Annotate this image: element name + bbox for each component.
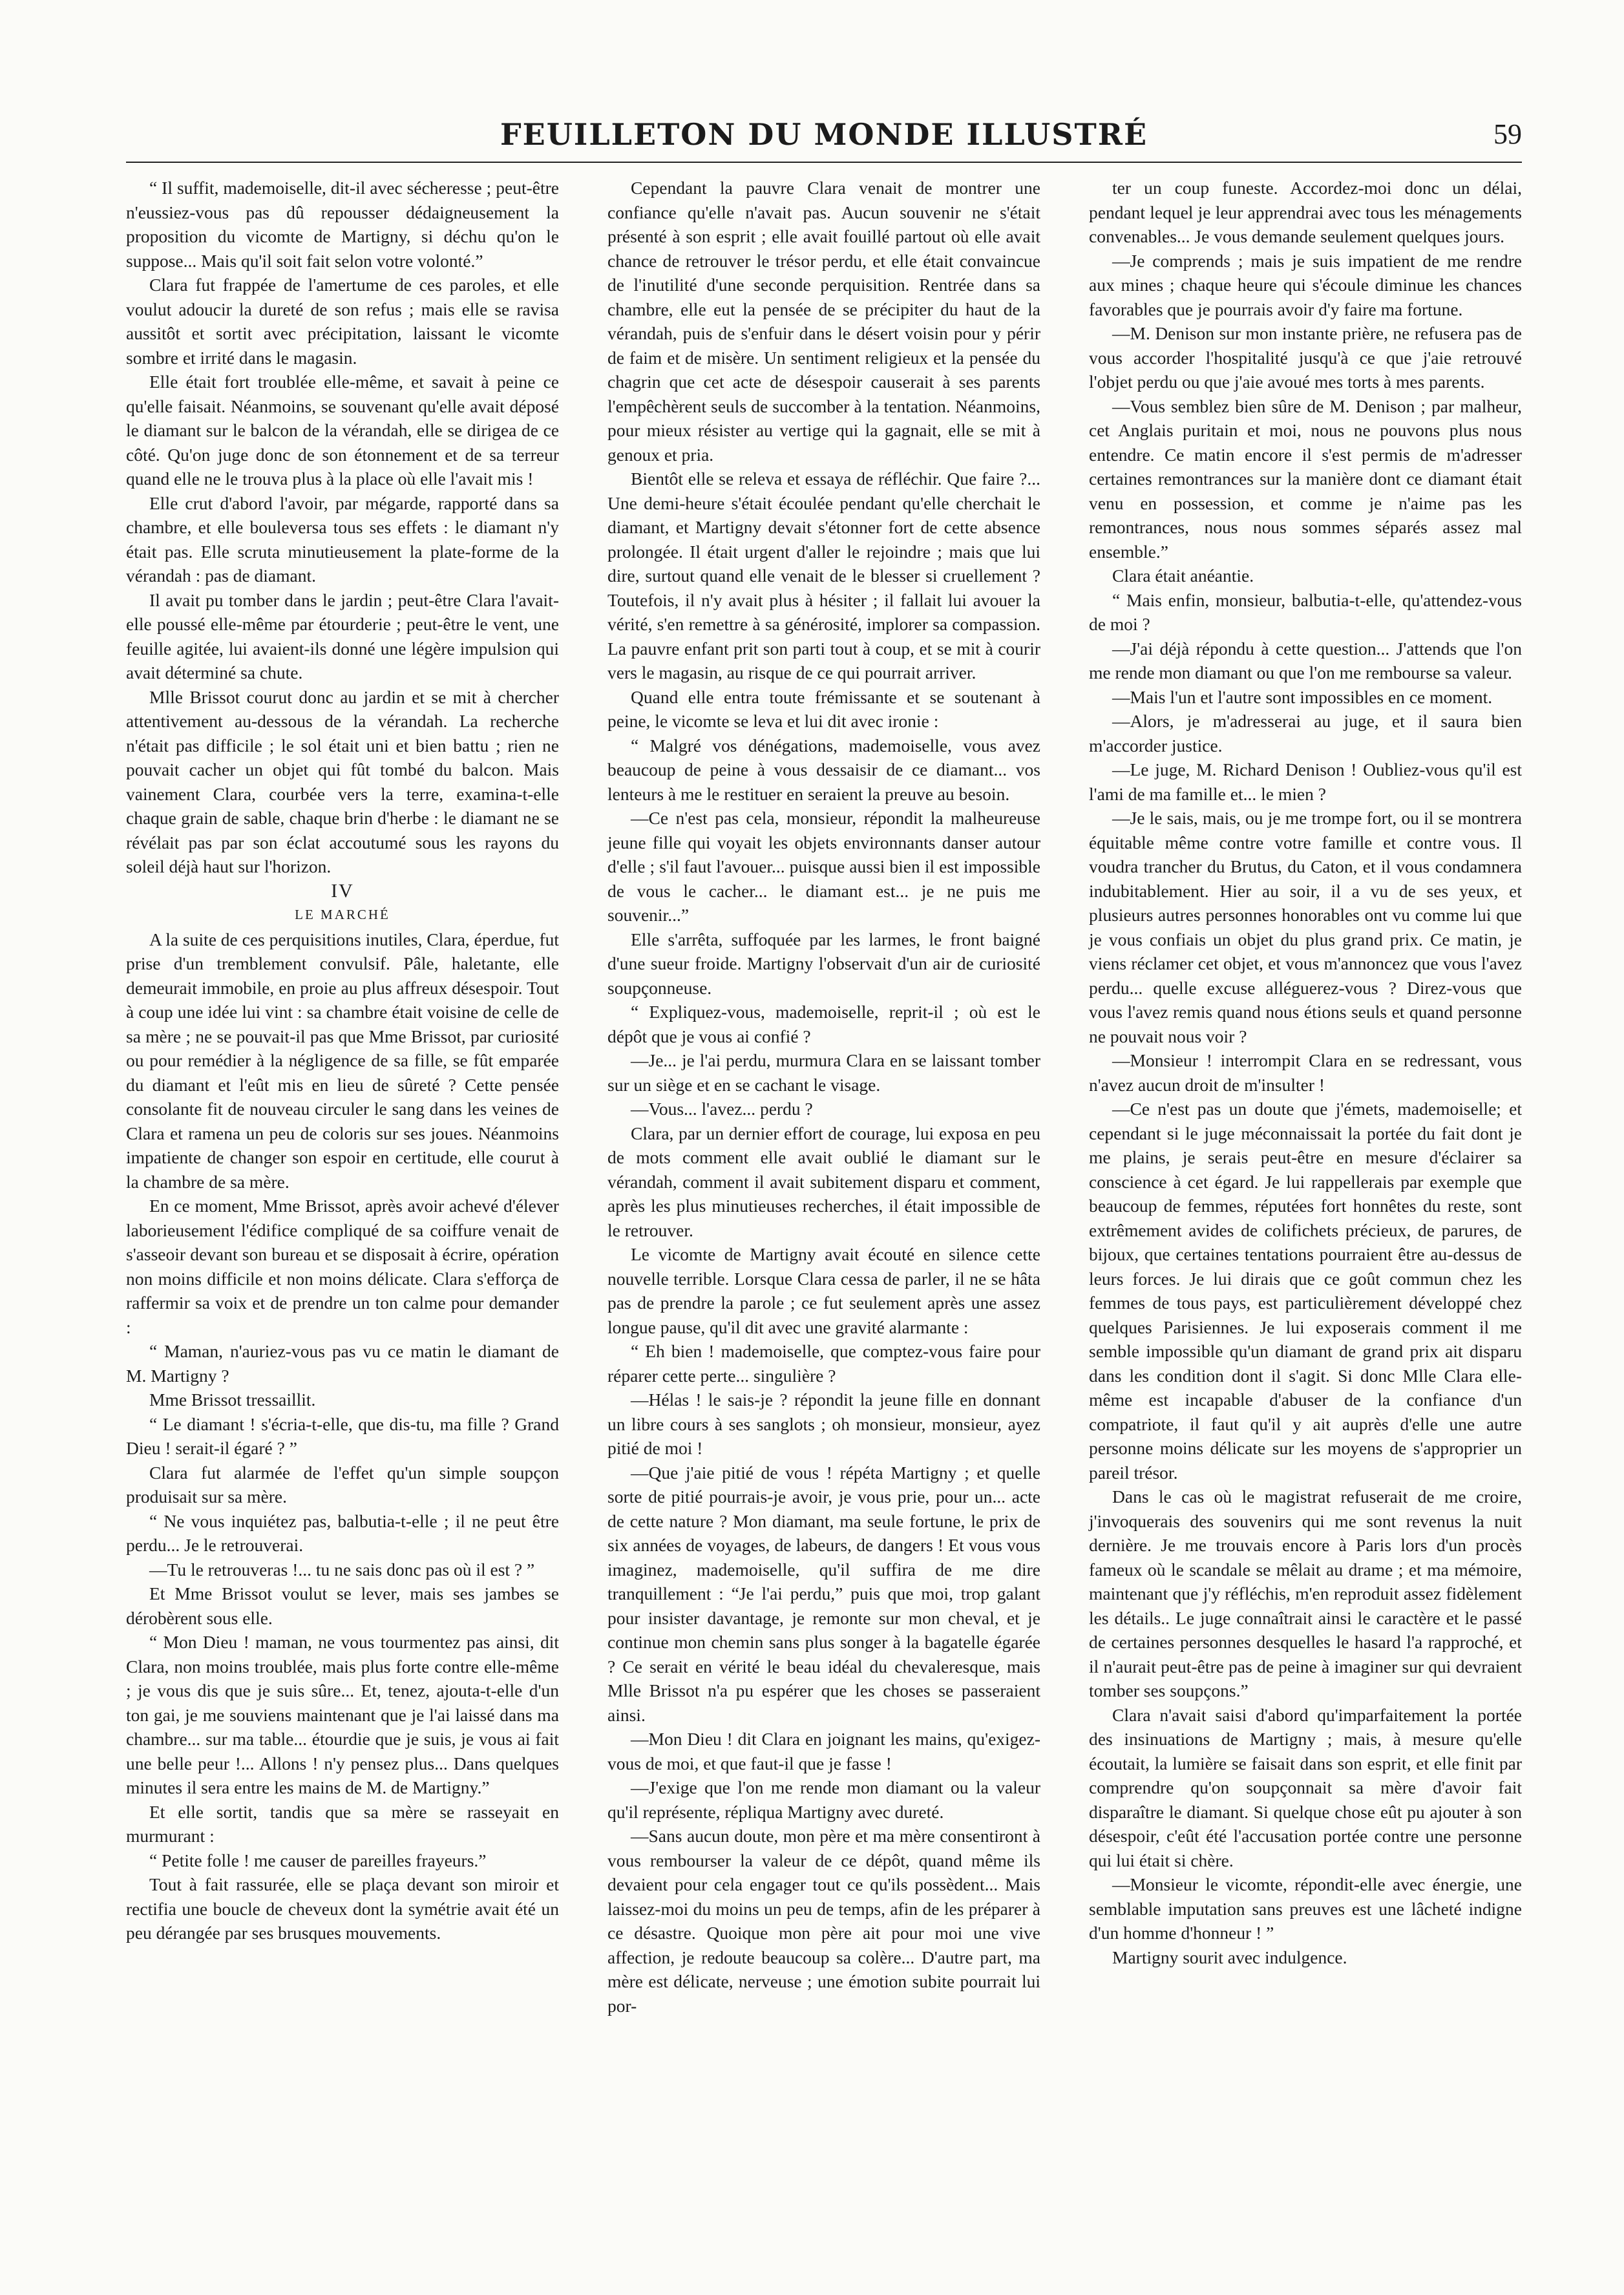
paragraph: —Monsieur le vicomte, répondit-elle avec énergie, une semblable imputation sans preuves est une lâcheté indigne d'un homme d'honneur ! ” bbox=[1089, 1874, 1522, 1943]
paragraph: “ Maman, n'auriez-vous pas vu ce matin le diamant de M. Martigny ? bbox=[126, 1341, 559, 1386]
paragraph: —Ce n'est pas un doute que j'émets, mademoiselle; et cependant si le juge méconnaissait la portée du fait dont je me plains, je serais peut-être en mesure d'éclairer sa conscience à cet égard. Je lui rappellerais par exemple que beaucoup de femmes, réputées fort honnêtes du reste, sont extrêmement avides de colifichets précieux, de parures, de bijoux, que certaines tentations pourraient être au-dessus de leurs forces. Je lui dirais que ce goût commun chez les femmes de tous pays, est particulièrement développé chez quelques Parisiennes. Je lui exposerais comment il me semble impossible qu'un diamant de grand prix ait disparu dans les condition dont il s'agit. Si donc Mlle Clara elle-même est incapable d'abuser de la confiance d'un compatriote, il faut qu'il y ait auprès d'elle une autre personne moins délicate sur les moyens de s'approprier un pareil trésor. bbox=[1089, 1099, 1522, 1483]
chapter-title: LE MARCHÉ bbox=[295, 907, 390, 922]
paragraph: Dans le cas où le magistrat refuserait de me croire, j'invoquerais des souvenirs qui me sont revenus la nuit dernière. Je me trouvais encore à Paris lors d'un procès fameux où le scandale se mêlait au drame ; et ma mémoire, maintenant que j'y réfléchis, m'en reproduit assez fidèlement les détails.. Le juge connaîtrait ainsi le caractère et le passé de certaines personnes desquelles le hasard l'a rapproché, et il n'aurait peut-être pas de peine à imaginer sur qui devraient tomber ses soupçons.” bbox=[1089, 1486, 1522, 1700]
paragraph: Le vicomte de Martigny avait écouté en silence cette nouvelle terrible. Lorsque Clara cessa de parler, il ne se hâta pas de prendre la parole ; ce fut seulement après une assez longue pause, qu'il dit avec une gravité alarmante : bbox=[607, 1244, 1040, 1337]
column-1-paragraphs-before bbox=[126, 176, 559, 879]
paragraph: “ Petite folle ! me causer de pareilles frayeurs.” bbox=[149, 1850, 487, 1870]
paragraph: “ Mais enfin, monsieur, balbutia-t-elle, qu'attendez-vous de moi ? bbox=[1089, 589, 1522, 634]
paragraph: “ Ne vous inquiétez pas, balbutia-t-elle ; il ne peut être perdu... Je le retrouverai. bbox=[126, 1510, 559, 1555]
page-header bbox=[126, 115, 1522, 167]
paragraph: —Vous... l'avez... perdu ? bbox=[631, 1099, 813, 1119]
text-column-3 bbox=[1089, 176, 1522, 1969]
paragraph: Clara, par un dernier effort de courage, lui exposa en peu de mots comment elle avait oublié le diamant sur le vérandah, comment il avait subitement disparu et comment, après les plus minutieuses recherches, il était impossible de le retrouver. bbox=[607, 1123, 1040, 1240]
paragraph: “ Expliquez-vous, mademoiselle, reprit-il ; où est le dépôt que je vous ai confié ? bbox=[607, 1002, 1040, 1046]
column-1-paragraphs-after bbox=[126, 927, 559, 1945]
paragraph: Elle s'arrêta, suffoquée par les larmes, le front baigné d'une sueur froide. Martigny l'observait d'un air de curiosité soupçonneuse. bbox=[607, 929, 1040, 998]
paragraph: Clara fut alarmée de l'effet qu'un simple soupçon produisait sur sa mère. bbox=[126, 1462, 559, 1507]
paragraph: Et elle sortit, tandis que sa mère se rasseyait en murmurant : bbox=[126, 1801, 559, 1846]
paragraph: Et Mme Brissot voulut se lever, mais ses jambes se dérobèrent sous elle. bbox=[126, 1583, 559, 1628]
text-column-1 bbox=[126, 176, 559, 1945]
paragraph: —Ce n'est pas cela, monsieur, répondit la malheureuse jeune fille qui voyait les objets environnants danser autour d'elle ; s'il faut l'avouer... puisque aussi bien il est impossible de vous le cacher... le diamant est... je ne puis me souvenir...” bbox=[607, 808, 1040, 925]
paragraph: —M. Denison sur mon instante prière, ne refusera pas de vous accorder l'hospitalité jusqu'à ce que j'aie retrouvé l'objet perdu ou que j'aie avoué mes torts à mes parents. bbox=[1089, 323, 1522, 392]
paragraph: —Alors, je m'adresserai au juge, et il saura bien m'accorder justice. bbox=[1089, 711, 1522, 756]
paragraph: ter un coup funeste. Accordez-moi donc un délai, pendant lequel je leur apprendrai avec tous les ménagements convenables... Je vous demande seulement quelques jours. bbox=[1089, 178, 1522, 246]
paragraph: Clara n'avait saisi d'abord qu'imparfaitement la portée des insinuations de Martigny ; mais, à mesure qu'elle écoutait, la lumière se faisait dans son esprit, et elle finit par comprendre qu'on soupçonnait sa mère d'avoir fait disparaître le diamant. Si quelque chose eût pu ajouter à son désespoir, c'eût été l'accusation portée contre une personne qui lui était si chère. bbox=[1089, 1704, 1522, 1870]
paragraph: —Je comprends ; mais je suis impatient de me rendre aux mines ; chaque heure qui s'écoule diminue les chances favorables que je pourrais avoir d'y faire ma fortune. bbox=[1089, 250, 1522, 319]
paragraph: —Que j'aie pitié de vous ! répéta Martigny ; et quelle sorte de pitié pourrais-je avoir, je vous prie, pour un... acte de cette nature ? Mon diamant, ma seule fortune, le prix de six années de voyages, de labeurs, de dangers ! Et vous vous imaginez, mademoiselle, qu'il suffira de me dire tranquillement : “Je l'ai perdu,” puis que moi, trop galant pour insister davantage, je remonte sur mon cheval, et je continue mon chemin sans plus songer à la bagatelle égarée ? Ce serait en vérité le beau idéal du chevaleresque, mais Mlle Brissot n'a pu espérer que les choses se passeraient ainsi. bbox=[607, 1462, 1040, 1725]
paragraph: Bientôt elle se releva et essaya de réfléchir. Que faire ?... Une demi-heure s'était écoulée pendant qu'elle cherchait le diamant, et Martigny devait s'étonner fort de cette absence prolongée. Il était urgent d'aller le rejoindre ; mais que lui dire, surtout quand elle venait de le blesser si cruellement ? Toutefois, il n'y avait plus à hésiter ; il fallait lui avouer la vérité, s'en remettre à sa générosité, implorer sa compassion. La pauvre enfant prit son parti tout à coup, et se mit à courir vers le magasin, au risque de ce qui pourrait arriver. bbox=[607, 469, 1040, 682]
paragraph: —Mon Dieu ! dit Clara en joignant les mains, qu'exigez-vous de moi, et que faut-il que je fasse ! bbox=[607, 1729, 1040, 1773]
paragraph: —Hélas ! le sais-je ? répondit la jeune fille en donnant un libre cours à ses sanglots ; oh monsieur, monsieur, ayez pitié de moi ! bbox=[607, 1390, 1040, 1458]
paragraph: Elle crut d'abord l'avoir, par mégarde, rapporté dans sa chambre, et elle bouleversa tous ses effets : le diamant n'y était pas. Elle scruta minutieusement la plate-forme de la vérandah : pas de diamant. bbox=[126, 492, 559, 586]
paragraph: —Monsieur ! interrompit Clara en se redressant, vous n'avez aucun droit de m'insulter ! bbox=[1089, 1050, 1522, 1095]
paragraph: A la suite de ces perquisitions inutiles, Clara, éperdue, fut prise d'un tremblement convulsif. Pâle, haletante, elle demeurait immobile, en proie au plus affreux désespoir. Tout à coup une idée lui vint : sa chambre était voisine de celle de sa mère ; ne se pouvait-il pas que Mme Brissot, par curiosité ou pour remédier à la négligence de sa fille, se fût emparée du diamant et l'eût mis en lieu de sûreté ? Cette pensée consolante fit de nouveau circuler le sang dans les veines de Clara et ramena un peu de coloris sur ses joues. Néanmoins impatiente de changer son espoir en certitude, elle courut à la chambre de sa mère. bbox=[126, 929, 559, 1192]
paragraph: “ Le diamant ! s'écria-t-elle, que dis-tu, ma fille ? Grand Dieu ! serait-il égaré ? ” bbox=[126, 1413, 559, 1458]
paragraph: Clara était anéantie. bbox=[1112, 566, 1254, 586]
paragraph: “ Mon Dieu ! maman, ne vous tourmentez pas ainsi, dit Clara, non moins troublée, mais plus forte contre elle-même ; je vous dis que je suis sûre... Et, tenez, ajouta-t-elle d'un ton gai, je me souviens maintenant que je l'ai laissé dans ma chambre... sur ma table... étourdie que je suis, je vous ai fait une belle peur !... Allons ! n'y pensez plus... Dans quelques minutes il sera entre les mains de M. de Martigny.” bbox=[126, 1632, 559, 1797]
paragraph: —Vous semblez bien sûre de M. Denison ; par malheur, cet Anglais puritain et moi, nous ne pouvons plus nous entendre. Ce matin encore il s'est permis de m'adresser certaines remontrances sur la manière dont ce diamant était venu en possession, et comme je n'aime pas les remontrances, nous nous sommes séparés assez mal ensemble.” bbox=[1089, 396, 1522, 562]
paragraph: En ce moment, Mme Brissot, après avoir achevé d'élever laborieusement l'édifice compliqué de sa coiffure venait de s'asseoir devant son bureau et se disposait à écrire, opération non moins difficile et non moins délicate. Clara s'efforça de raffermir sa voix et de prendre un ton calme pour demander : bbox=[126, 1196, 559, 1337]
paragraph: Mme Brissot tressaillit. bbox=[149, 1390, 316, 1410]
paragraph: —J'ai déjà répondu à cette question... J'attends que l'on me rende mon diamant ou que l'on me rembourse sa valeur. bbox=[1089, 638, 1522, 682]
paragraph: Tout à fait rassurée, elle se plaça devant son miroir et rectifia une boucle de cheveux dont la symétrie avait été un peu dérangée par ses brusques mouvements. bbox=[126, 1874, 559, 1943]
paragraph: “ Eh bien ! mademoiselle, que comptez-vous faire pour réparer cette perte... singulière ? bbox=[607, 1341, 1040, 1386]
paragraph: —Mais l'un et l'autre sont impossibles en ce moment. bbox=[1112, 686, 1493, 707]
paragraph: —Sans aucun doute, mon père et ma mère consentiront à vous rembourser la valeur de ce dépôt, quand même ils devaient pour cela engager tout ce qu'ils possèdent... Mais laissez-moi du moins un peu de temps, afin de les préparer à ce désastre. Quoique mon père ait pour moi une vive affection, je redoute beaucoup sa colère... D'autre part, ma mère est délicate, nerveuse ; une émotion subite pourrait lui por- bbox=[607, 1826, 1040, 2016]
paragraph: Quand elle entra toute frémissante et se soutenant à peine, le vicomte se leva et lui dit avec ironie : bbox=[607, 686, 1040, 731]
chapter-number: IV bbox=[331, 880, 354, 902]
paragraph: Il avait pu tomber dans le jardin ; peut-être Clara l'avait-elle poussé elle-même par étourderie ; peut-être le vent, une feuille agitée, lui avaient-ils donné une légère impulsion qui avait déterminé sa chute. bbox=[126, 589, 559, 682]
paragraph: Martigny sourit avec indulgence. bbox=[1112, 1947, 1347, 1967]
paragraph: “ Il suffit, mademoiselle, dit-il avec sécheresse ; peut-être n'eussiez-vous pas dû repousser dédaigneusement la proposition du vicomte de Martigny, si déchu qu'on le suppose... Mais qu'il soit fait selon votre volonté.” bbox=[126, 178, 559, 271]
text-column-2 bbox=[607, 176, 1040, 2018]
paragraph: Clara fut frappée de l'amertume de ces paroles, et elle voulut adoucir la dureté de son refus ; mais elle se ravisa aussitôt et sortit avec précipitation, laissant le vicomte sombre et irrité dans le magasin. bbox=[126, 275, 559, 368]
paragraph: Mlle Brissot courut donc au jardin et se mit à chercher attentivement au-dessous de la vérandah. La recherche n'était pas difficile ; le sol était uni et bien battu ; rien ne pouvait cacher un objet qui fût tombé du balcon. Mais vainement Clara, courbée vers la terre, examina-t-elle chaque grain de sable, chaque brin d'herbe : le diamant ne se révélait pas par son éclat accoutumé sous les rayons du soleil déjà haut sur l'horizon. bbox=[126, 686, 559, 876]
paragraph: Cependant la pauvre Clara venait de montrer une confiance qu'elle n'avait pas. Aucun souvenir ne s'était présenté à son esprit ; elle avait fouillé partout où elle avait chance de retrouver le trésor perdu, et elle était convaincue de l'inutilité d'une seconde perquisition. Rentrée dans sa chambre, elle eut la pensée de se précipiter du haut de la vérandah, puis de s'enfuir dans le désert voisin pour y périr de faim et de misère. Un sentiment religieux et la pensée du chagrin que cet acte de désespoir causerait à ses parents l'empêchèrent seuls de succomber à la tentation. Néanmoins, pour mieux résister au vertige qui la gagnait, elle se mit à genoux et pria. bbox=[607, 178, 1040, 465]
paragraph: —J'exige que l'on me rende mon diamant ou la valeur qu'il représente, répliqua Martigny avec dureté. bbox=[607, 1777, 1040, 1822]
page-number: 59 bbox=[1493, 118, 1522, 150]
header-rule bbox=[126, 162, 1522, 163]
paragraph: —Je... je l'ai perdu, murmura Clara en se laissant tomber sur un siège et en se cachant le visage. bbox=[607, 1050, 1040, 1095]
paragraph: “ Malgré vos dénégations, mademoiselle, vous avez beaucoup de peine à vous dessaisir de ce diamant... vos lenteurs à me le restituer en seraient la preuve au besoin. bbox=[607, 735, 1040, 804]
paragraph: —Je le sais, mais, ou je me trompe fort, ou il se montrera équitable même contre votre famille et contre vous. Il voudra trancher du Brutus, du Caton, et il vous condamnera indubitablement. Hier au soir, il a vu de ses yeux, et plusieurs autres personnes honorables ont vu comme lui que je vous confiais un objet du plus grand prix. Ce matin, je viens réclamer cet objet, et vous m'annoncez que vous l'avez perdu... quelle excuse alléguerez-vous ? Direz-vous que vous l'avez remis quand nous étions seuls et quand personne ne pouvait nous voir ? bbox=[1089, 808, 1522, 1046]
running-title: FEUILLETON DU MONDE ILLUSTRÉ bbox=[500, 117, 1148, 152]
paragraph: Elle était fort troublée elle-même, et savait à peine ce qu'elle faisait. Néanmoins, se souvenant qu'elle avait déposé le diamant sur le balcon de la vérandah, elle se dirigea de ce côté. Qu'on juge donc de son étonnement et de sa terreur quand elle ne le trouva plus à la place où elle l'avait mis ! bbox=[126, 372, 559, 489]
paragraph: —Le juge, M. Richard Denison ! Oubliez-vous qu'il est l'ami de ma famille et... le mien ? bbox=[1089, 759, 1522, 804]
paragraph: —Tu le retrouveras !... tu ne sais donc pas où il est ? ” bbox=[149, 1559, 535, 1580]
